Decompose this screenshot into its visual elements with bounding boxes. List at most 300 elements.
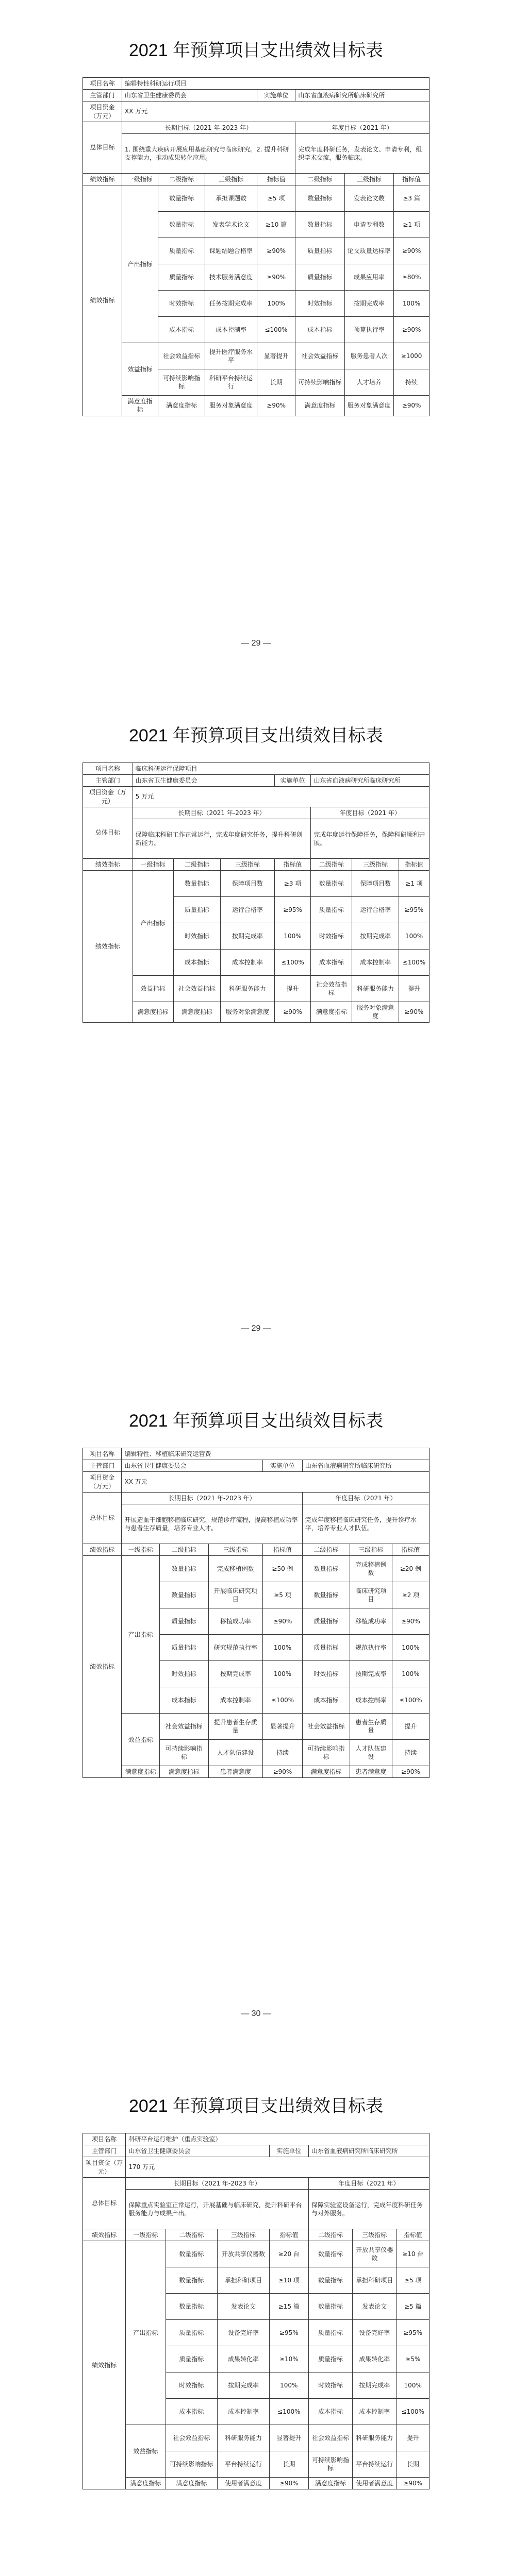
indicator-cell: 成本指标	[295, 317, 344, 343]
indicator-cell: ≥3 篇	[394, 185, 430, 212]
page-number: — 29 —	[241, 639, 271, 648]
performance-table	[82, 762, 430, 1023]
indicator-cell: 质量指标	[311, 897, 352, 923]
indicator-cell: 长期	[257, 369, 295, 396]
indicator-cell: 时效指标	[166, 2372, 218, 2399]
indicator-cell: 发表论文数	[344, 185, 393, 212]
indicator-cell: 提升患者生存质量	[208, 1714, 262, 1740]
indicator-cell: 论文质量达标率	[344, 238, 393, 264]
indicator-cell: 时效指标	[302, 1661, 350, 1687]
level1-satisfaction: 满意度指标	[126, 2478, 166, 2489]
indicator-cell: 设备完好率	[218, 2320, 270, 2346]
funds-value: 170 万元	[126, 2157, 430, 2177]
column-header: 绩效指标	[83, 1544, 122, 1555]
indicator-cell: 数量指标	[166, 2294, 218, 2320]
indicator-cell: 成果转化率	[353, 2346, 397, 2372]
indicator-cell: 100%	[274, 923, 311, 950]
level1-effect: 效益指标	[126, 2425, 166, 2478]
indicator-cell: 数量指标	[166, 2241, 218, 2267]
indicator-cell: 发表学术论文	[205, 212, 257, 238]
indicator-cell: 社会效益指标	[159, 1714, 208, 1740]
page-number: — 29 —	[241, 1324, 271, 1333]
goal-label: 总体目标	[83, 1492, 122, 1544]
indicator-cell: 成本控制率	[353, 2399, 397, 2425]
indicator-cell: ≥10 篇	[257, 212, 295, 238]
indicator-cell: 100%	[392, 1635, 429, 1661]
funds-label: 项目资金（万元）	[83, 1472, 122, 1492]
indicator-cell: ≥90%	[394, 317, 430, 343]
annual-header: 年度目标（2021 年）	[302, 1492, 429, 1504]
indicator-cell: ≥10%	[269, 2346, 308, 2372]
indicator-cell: 科研服务能力	[221, 976, 274, 1002]
annual-header: 年度目标（2021 年）	[311, 807, 430, 819]
indicator-cell: 满意度指标	[311, 1002, 352, 1022]
indicator-cell: ≥10 台	[397, 2241, 430, 2267]
indicator-cell: ≥90%	[274, 1002, 311, 1022]
indicator-cell: ≥95%	[399, 897, 429, 923]
indicator-cell: 运行合格率	[221, 897, 274, 923]
indicator-cell: 时效指标	[295, 291, 344, 317]
indicator-cell: ≥90%	[263, 1608, 303, 1635]
indicator-cell: 设备完好率	[353, 2320, 397, 2346]
indicator-cell: 开放共享仪器数	[218, 2241, 270, 2267]
indicator-cell: ≥90%	[257, 238, 295, 264]
column-header: 二级指标	[159, 1544, 208, 1555]
indicator-cell: ≥90%	[394, 396, 430, 416]
indicator-cell: 按期完成率	[350, 1661, 392, 1687]
column-header: 绩效指标	[83, 173, 122, 185]
indicator-cell: 时效指标	[158, 291, 205, 317]
indicator-cell: 患者满意度	[350, 1766, 392, 1778]
indicator-cell: 移植成功率	[208, 1608, 262, 1635]
level1-output: 产出指标	[133, 871, 173, 976]
indicator-cell: 平台持续运行	[353, 2451, 397, 2478]
indicator-cell: 质量指标	[295, 238, 344, 264]
indicator-cell: 服务患者人次	[344, 343, 393, 369]
level1-effect: 效益指标	[122, 1714, 159, 1766]
indicator-cell: 服务对象满意度	[344, 396, 393, 416]
indicator-cell: 质量指标	[302, 1635, 350, 1661]
indicator-cell: 时效指标	[311, 923, 352, 950]
indicator-cell: ≥5 项	[263, 1582, 303, 1608]
indicator-cell: 提升	[392, 1714, 429, 1740]
project-name-label: 项目名称	[83, 2133, 126, 2145]
indicator-cell: 显著提升	[257, 343, 295, 369]
column-header: 一级指标	[122, 173, 158, 185]
column-header: 绩效指标	[83, 2229, 126, 2241]
indicator-cell: 人才队伍建设	[350, 1740, 392, 1766]
indicator-cell: 社会效益指标	[308, 2425, 352, 2451]
indicator-cell: 临床研究项目	[350, 1582, 392, 1608]
impl-value: 山东省血液病研究所临床研究所	[311, 775, 430, 787]
funds-value: XX 万元	[122, 1472, 430, 1492]
indicator-cell: 显著提升	[269, 2425, 308, 2451]
column-header: 三级指标	[344, 173, 393, 185]
indicator-cell: 服务对象满意度	[221, 1002, 274, 1022]
indicator-cell: ≥95%	[269, 2320, 308, 2346]
table-title: 2021 年预算项目支出绩效目标表	[128, 1411, 384, 1431]
long-term-header: 长期目标（2021 年-2023 年）	[122, 122, 295, 133]
indicator-cell: 社会效益指标	[302, 1714, 350, 1740]
long-term-header: 长期目标（2021 年-2023 年）	[126, 2177, 308, 2189]
indicator-cell: ≥3 项	[274, 871, 311, 897]
indicator-cell: 申请专利数	[344, 212, 393, 238]
indicator-cell: 提升	[274, 976, 311, 1002]
indicator-cell: ≥90%	[394, 238, 430, 264]
annual-goal: 完成年度移植临床研究任务，提升诊疗水平，培养专业人才队伍。	[302, 1504, 429, 1544]
indicator-cell: ≥5 篇	[397, 2294, 430, 2320]
indicator-cell: ≥50 例	[263, 1556, 303, 1582]
indicator-cell: ≥10 项	[269, 2267, 308, 2294]
impl-label: 实施单位	[269, 2145, 308, 2157]
indicator-cell: 提升医疗服务水平	[205, 343, 257, 369]
indicator-cell: 质量指标	[308, 2346, 352, 2372]
indicator-cell: 成本指标	[158, 317, 205, 343]
indicator-cell: 数量指标	[308, 2294, 352, 2320]
column-header: 二级指标	[308, 2229, 352, 2241]
column-header: 二级指标	[166, 2229, 218, 2241]
indicator-cell: 数量指标	[308, 2267, 352, 2294]
indicator-cell: 持续	[394, 369, 430, 396]
indicator-cell: 科研服务能力	[353, 2425, 397, 2451]
indicator-cell: ≥80%	[394, 264, 430, 291]
indicator-cell: 成本控制率	[352, 950, 399, 976]
column-header: 指标值	[399, 858, 429, 870]
indicator-cell: 按期完成率	[218, 2372, 270, 2399]
column-header: 三级指标	[350, 1544, 392, 1555]
funds-label: 项目资金（万元）	[83, 2157, 126, 2177]
indicator-cell: 成本控制率	[218, 2399, 270, 2425]
indicator-cell: 可持续影响指标	[158, 369, 205, 396]
indicator-cell: ≥90%	[397, 2478, 430, 2489]
table-title: 2021 年预算项目支出绩效目标表	[128, 2096, 384, 2116]
performance-table	[82, 77, 430, 416]
indicator-cell: 100%	[392, 1661, 429, 1687]
indicator-cell: 移植成功率	[350, 1608, 392, 1635]
project-name-value: 科研平台运行维护（重点实验室）	[126, 2133, 430, 2145]
column-header: 三级指标	[352, 858, 399, 870]
indicator-cell: 成本指标	[308, 2399, 352, 2425]
indicator-cell: 社会效益指标	[173, 976, 221, 1002]
indicator-cell: 人才队伍建设	[208, 1740, 262, 1766]
dept-value: 山东省卫生健康委员会	[133, 775, 274, 787]
indicator-cell: 按期完成率	[352, 923, 399, 950]
column-header: 指标值	[257, 173, 295, 185]
level1-satisfaction: 满意度指标	[122, 396, 158, 416]
indicator-cell: 按期完成率	[344, 291, 393, 317]
impl-value: 山东省血液病研究所临床研究所	[308, 2145, 429, 2157]
indicator-cell: 长期	[397, 2451, 430, 2478]
dept-label: 主管部门	[83, 775, 133, 787]
indicator-cell: 成本指标	[311, 950, 352, 976]
indicator-cell: ≤100%	[399, 950, 429, 976]
indicator-cell: 数量指标	[295, 185, 344, 212]
project-name-label: 项目名称	[83, 763, 133, 775]
indicator-cell: 保障项目数	[352, 871, 399, 897]
indicator-cell: 患者满意度	[208, 1766, 262, 1778]
indicator-cell: 服务对象满意度	[352, 1002, 399, 1022]
annual-goal: 完成年度运行保障任务，保障科研顺利开展。	[311, 819, 430, 858]
level1-effect: 效益指标	[122, 343, 158, 396]
indicator-cell: 成本控制率	[221, 950, 274, 976]
indicator-cell: 显著提升	[263, 1714, 303, 1740]
indicator-cell: 质量指标	[158, 238, 205, 264]
goal-label: 总体目标	[83, 122, 122, 173]
indicator-cell: ≤100%	[269, 2399, 308, 2425]
column-header: 指标值	[274, 858, 311, 870]
indicator-cell: 数量指标	[173, 871, 221, 897]
impl-value: 山东省血液病研究所临床研究所	[295, 90, 430, 101]
indicator-cell: 成本控制率	[350, 1687, 392, 1714]
annual-header: 年度目标（2021 年）	[308, 2177, 429, 2189]
column-header: 二级指标	[295, 173, 344, 185]
project-name-label: 项目名称	[83, 78, 122, 90]
project-name-value: 编辑特性科研运行项目	[122, 78, 429, 90]
indicator-cell: 时效指标	[173, 923, 221, 950]
indicator-cell: 满意度指标	[295, 396, 344, 416]
indicator-cell: 规范执行率	[350, 1635, 392, 1661]
dept-label: 主管部门	[83, 1460, 122, 1472]
indicator-cell: 预算执行率	[344, 317, 393, 343]
funds-label: 项目资金（万元）	[83, 101, 122, 122]
long-term-header: 长期目标（2021 年-2023 年）	[133, 807, 311, 819]
indicator-cell: 社会效益指标	[311, 976, 352, 1002]
indicator-cell: 技术服务满意度	[205, 264, 257, 291]
impl-label: 实施单位	[274, 775, 311, 787]
indicator-cell: 完成移植例数	[208, 1556, 262, 1582]
indicator-cell: 成本控制率	[208, 1687, 262, 1714]
indicator-cell: ≥95%	[397, 2320, 430, 2346]
long-term-goal: 保障重点实验室正常运行，开展基础与临床研究，提升科研平台服务能力与成果产出。	[126, 2189, 308, 2229]
indicator-cell: 可持续影响指标	[295, 369, 344, 396]
indicator-cell: 持续	[392, 1740, 429, 1766]
indicator-cell: 按期完成率	[208, 1661, 262, 1687]
indicator-label: 绩效指标	[83, 871, 133, 1022]
indicator-cell: 时效指标	[159, 1661, 208, 1687]
indicator-cell: 100%	[399, 923, 429, 950]
indicator-cell: 满意度指标	[308, 2478, 352, 2489]
indicator-cell: ≥90%	[269, 2478, 308, 2489]
level1-satisfaction: 满意度指标	[122, 1766, 159, 1778]
indicator-cell: 质量指标	[166, 2320, 218, 2346]
impl-label: 实施单位	[263, 1460, 303, 1472]
indicator-cell: 质量指标	[302, 1608, 350, 1635]
indicator-cell: 100%	[263, 1635, 303, 1661]
column-header: 三级指标	[221, 858, 274, 870]
indicator-label: 绩效指标	[83, 2241, 126, 2489]
funds-value: XX 万元	[122, 101, 429, 122]
indicator-cell: ≥20 例	[392, 1556, 429, 1582]
indicator-cell: ≤100%	[257, 317, 295, 343]
indicator-cell: 数量指标	[302, 1556, 350, 1582]
indicator-cell: ≤100%	[274, 950, 311, 976]
indicator-cell: 可持续影响指标	[308, 2451, 352, 2478]
page-number: — 30 —	[241, 2009, 271, 2018]
indicator-cell: 运行合格率	[352, 897, 399, 923]
indicator-cell: 任务按期完成率	[205, 291, 257, 317]
indicator-cell: 质量指标	[173, 897, 221, 923]
indicator-cell: 完成移植例数	[350, 1556, 392, 1582]
level1-output: 产出指标	[122, 1556, 159, 1714]
indicator-cell: 成本指标	[173, 950, 221, 976]
dept-label: 主管部门	[83, 90, 122, 101]
long-term-goal: 保障临床科研工作正常运行，完成年度研究任务，提升科研创新能力。	[133, 819, 311, 858]
column-header: 二级指标	[158, 173, 205, 185]
dept-label: 主管部门	[83, 2145, 126, 2157]
indicator-cell: 数量指标	[158, 212, 205, 238]
indicator-cell: 质量指标	[159, 1635, 208, 1661]
indicator-cell: ≥1 项	[394, 212, 430, 238]
indicator-cell: 质量指标	[295, 264, 344, 291]
level1-effect: 效益指标	[133, 976, 173, 1002]
goal-label: 总体目标	[83, 2177, 126, 2229]
indicator-cell: ≥90%	[257, 264, 295, 291]
indicator-cell: ≤100%	[263, 1687, 303, 1714]
table-title: 2021 年预算项目支出绩效目标表	[128, 726, 384, 745]
column-header: 三级指标	[218, 2229, 270, 2241]
indicator-cell: 数量指标	[311, 871, 352, 897]
indicator-cell: 长期	[269, 2451, 308, 2478]
indicator-cell: ≥5 项	[257, 185, 295, 212]
indicator-cell: ≥20 台	[269, 2241, 308, 2267]
annual-header: 年度目标（2021 年）	[295, 122, 430, 133]
column-header: 一级指标	[133, 858, 173, 870]
indicator-cell: 开放共享仪器数	[353, 2241, 397, 2267]
column-header: 指标值	[392, 1544, 429, 1555]
indicator-cell: 使用者满意度	[218, 2478, 270, 2489]
indicator-cell: 按期完成率	[221, 923, 274, 950]
indicator-cell: 患者生存质量	[350, 1714, 392, 1740]
indicator-cell: 开展临床研究项目	[208, 1582, 262, 1608]
indicator-cell: 数量指标	[166, 2267, 218, 2294]
indicator-cell: 数量指标	[308, 2241, 352, 2267]
indicator-cell: ≥5%	[397, 2346, 430, 2372]
indicator-cell: 研究规范执行率	[208, 1635, 262, 1661]
impl-label: 实施单位	[257, 90, 295, 101]
indicator-cell: ≥2 项	[392, 1582, 429, 1608]
indicator-cell: 满意度指标	[173, 1002, 221, 1022]
indicator-cell: ≥90%	[257, 396, 295, 416]
column-header: 指标值	[397, 2229, 430, 2241]
indicator-cell: 数量指标	[158, 185, 205, 212]
indicator-cell: ≤100%	[392, 1687, 429, 1714]
project-name-value: 临床科研运行保障项目	[133, 763, 429, 775]
project-name-label: 项目名称	[83, 1448, 122, 1460]
indicator-cell: 科研服务能力	[352, 976, 399, 1002]
indicator-cell: 100%	[397, 2372, 430, 2399]
column-header: 二级指标	[173, 858, 221, 870]
indicator-cell: 满意度指标	[159, 1766, 208, 1778]
indicator-cell: 质量指标	[308, 2320, 352, 2346]
indicator-cell: 持续	[263, 1740, 303, 1766]
impl-value: 山东省血液病研究所临床研究所	[302, 1460, 429, 1472]
indicator-label: 绩效指标	[83, 1556, 122, 1778]
indicator-cell: 质量指标	[166, 2346, 218, 2372]
indicator-cell: ≤100%	[397, 2399, 430, 2425]
indicator-cell: 按期完成率	[353, 2372, 397, 2399]
annual-goal: 保障实验室设备运行，完成年度科研任务与对外服务。	[308, 2189, 429, 2229]
indicator-cell: ≥90%	[392, 1608, 429, 1635]
indicator-cell: 提升	[399, 976, 429, 1002]
performance-table	[82, 1448, 430, 1778]
indicator-cell: 满意度指标	[158, 396, 205, 416]
indicator-cell: 发表论文	[218, 2294, 270, 2320]
indicator-cell: 平台持续运行	[218, 2451, 270, 2478]
annual-goal: 完成年度科研任务，发表论文、申请专利，组织学术交流，服务临床。	[295, 133, 430, 173]
column-header: 一级指标	[126, 2229, 166, 2241]
indicator-cell: 数量指标	[295, 212, 344, 238]
indicator-cell: 可持续影响指标	[159, 1740, 208, 1766]
indicator-cell: 保障项目数	[221, 871, 274, 897]
indicator-cell: 成本指标	[302, 1687, 350, 1714]
indicator-cell: 质量指标	[158, 264, 205, 291]
indicator-cell: 成果转化率	[218, 2346, 270, 2372]
indicator-cell: 服务对象满意度	[205, 396, 257, 416]
indicator-cell: 科研服务能力	[218, 2425, 270, 2451]
funds-value: 5 万元	[133, 787, 429, 807]
indicator-cell: ≥90%	[392, 1766, 429, 1778]
long-term-goal: 1. 围绕重大疾病开展应用基础研究与临床研究。2. 提升科研支撑能力，推动成果转化应用。	[122, 133, 295, 173]
project-name-value: 编辑特性、移植临床研究运营费	[122, 1448, 430, 1460]
indicator-cell: ≥15 篇	[269, 2294, 308, 2320]
column-header: 一级指标	[122, 1544, 159, 1555]
performance-table	[82, 2133, 430, 2489]
indicator-cell: 成本指标	[159, 1687, 208, 1714]
indicator-cell: 科研平台持续运行	[205, 369, 257, 396]
indicator-cell: 数量指标	[302, 1582, 350, 1608]
indicator-cell: 课题结题合格率	[205, 238, 257, 264]
indicator-cell: ≥90%	[399, 1002, 429, 1022]
indicator-cell: 100%	[269, 2372, 308, 2399]
indicator-cell: 社会效益指标	[166, 2425, 218, 2451]
dept-value: 山东省卫生健康委员会	[122, 90, 257, 101]
column-header: 三级指标	[208, 1544, 262, 1555]
indicator-cell: ≥90%	[263, 1766, 303, 1778]
column-header: 指标值	[394, 173, 430, 185]
indicator-cell: 承担科研项目	[353, 2267, 397, 2294]
column-header: 指标值	[269, 2229, 308, 2241]
level1-output: 产出指标	[126, 2241, 166, 2425]
indicator-cell: 承担科研项目	[218, 2267, 270, 2294]
indicator-cell: 满意度指标	[166, 2478, 218, 2489]
indicator-label: 绩效指标	[83, 185, 122, 416]
indicator-cell: 数量指标	[159, 1556, 208, 1582]
indicator-cell: ≥1 项	[399, 871, 429, 897]
indicator-cell: 承担课题数	[205, 185, 257, 212]
dept-value: 山东省卫生健康委员会	[126, 2145, 269, 2157]
indicator-cell: 社会效益指标	[158, 343, 205, 369]
indicator-cell: 时效指标	[308, 2372, 352, 2399]
indicator-cell: ≥1000	[394, 343, 430, 369]
indicator-cell: 可持续影响指标	[302, 1740, 350, 1766]
column-header: 指标值	[263, 1544, 303, 1555]
goal-label: 总体目标	[83, 807, 133, 858]
indicator-cell: 质量指标	[159, 1608, 208, 1635]
indicator-cell: 数量指标	[159, 1582, 208, 1608]
indicator-cell: 成本控制率	[205, 317, 257, 343]
indicator-cell: 使用者满意度	[353, 2478, 397, 2489]
column-header: 三级指标	[353, 2229, 397, 2241]
level1-output: 产出指标	[122, 185, 158, 343]
indicator-cell: 人才培养	[344, 369, 393, 396]
column-header: 三级指标	[205, 173, 257, 185]
column-header: 二级指标	[302, 1544, 350, 1555]
indicator-cell: 提升	[397, 2425, 430, 2451]
indicator-cell: 发表论文	[353, 2294, 397, 2320]
funds-label: 项目资金（万元）	[83, 787, 133, 807]
indicator-cell: 满意度指标	[302, 1766, 350, 1778]
table-title: 2021 年预算项目支出绩效目标表	[128, 41, 384, 60]
